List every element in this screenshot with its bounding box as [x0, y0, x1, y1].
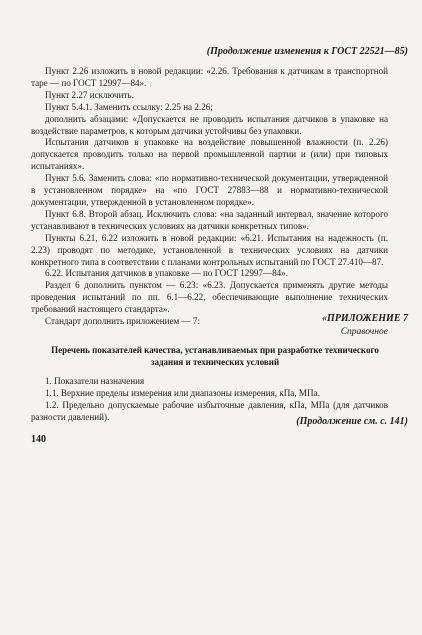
continuation-note: (Продолжение см. с. 141)	[296, 416, 408, 427]
appendix-type: Справочное	[340, 327, 388, 337]
running-header: (Продолжение изменения к ГОСТ 22521—85)	[206, 46, 408, 57]
paragraph: 6.22. Испытания датчиков в упаковке — по ГОСТ 12997—84».	[45, 268, 288, 279]
paragraph: Пункт 2.27 исключить.	[45, 89, 134, 100]
page-number: 140	[31, 434, 46, 445]
section-item: 1.2. Предельно допускаемые рабочие избыточные давления, кПа, МПа (для датчиков разности давлений).	[31, 399, 388, 422]
paragraph: Пункты 6.21, 6.22 изложить в новой редакции: «6.21. Испытания на надежность (п. 2.23) проводят по методике, установленной в технических условиях на датчики конкретного типа в соответствии с планами контрольных испытаний по ГОСТ 27.410—87.	[31, 232, 388, 267]
section-item: 1.1. Верхние пределы измерения или диапазоны измерения, кПа, МПа.	[45, 387, 320, 398]
amendment-text	[31, 66, 388, 328]
paragraph: Испытания датчиков в упаковке на воздействие повышенной влажности (п. 2.26) допускается проводить только на первой промышленной партии и (или) при типовых испытаниях».	[31, 137, 388, 172]
paragraph: Пункт 2.26 изложить в новой редакции: «2.26. Требования к датчикам в транспортной таре — по ГОСТ 12997—84».	[31, 66, 388, 88]
paragraph: дополнить абзацами: «Допускается не проводить испытания датчиков в упаковке на воздействие параметров, к которым датчики устойчивы без упаковки.	[31, 113, 388, 136]
paragraph: Пункт 6.8. Второй абзац. Исключить слова: «на заданный интервал, значение которого устанавливают в технических условиях на датчики конкретных типов».	[31, 208, 388, 231]
paragraph: Пункт 5.6. Заменить слова: «по нормативно-технической документации, утвержденной в установленном порядке» на «по ГОСТ 27883—88 и нормативно-технической документации, утвержденной в установленном порядке».	[31, 173, 388, 207]
paragraph: Стандарт дополнить приложением — 7:	[45, 316, 200, 327]
appendix-label: «ПРИЛОЖЕНИЕ 7	[322, 313, 408, 324]
section-heading: 1. Показатели назначения	[45, 376, 145, 386]
paragraph: Пункт 5.4.1. Заменить ссылку: 2.25 на 2.26;	[45, 101, 213, 112]
appendix-title: Перечень показателей качества, устанавливаемых при разработке технического задания и технических условий	[51, 345, 379, 367]
paragraph: Раздел 6 дополнить пунктом — 6.23: «6.23. Допускается применять другие методы проведения испытаний по пп. 6.1—6.22, обеспечивающие выполнение технических требований настоящего стандарта».	[31, 280, 388, 315]
